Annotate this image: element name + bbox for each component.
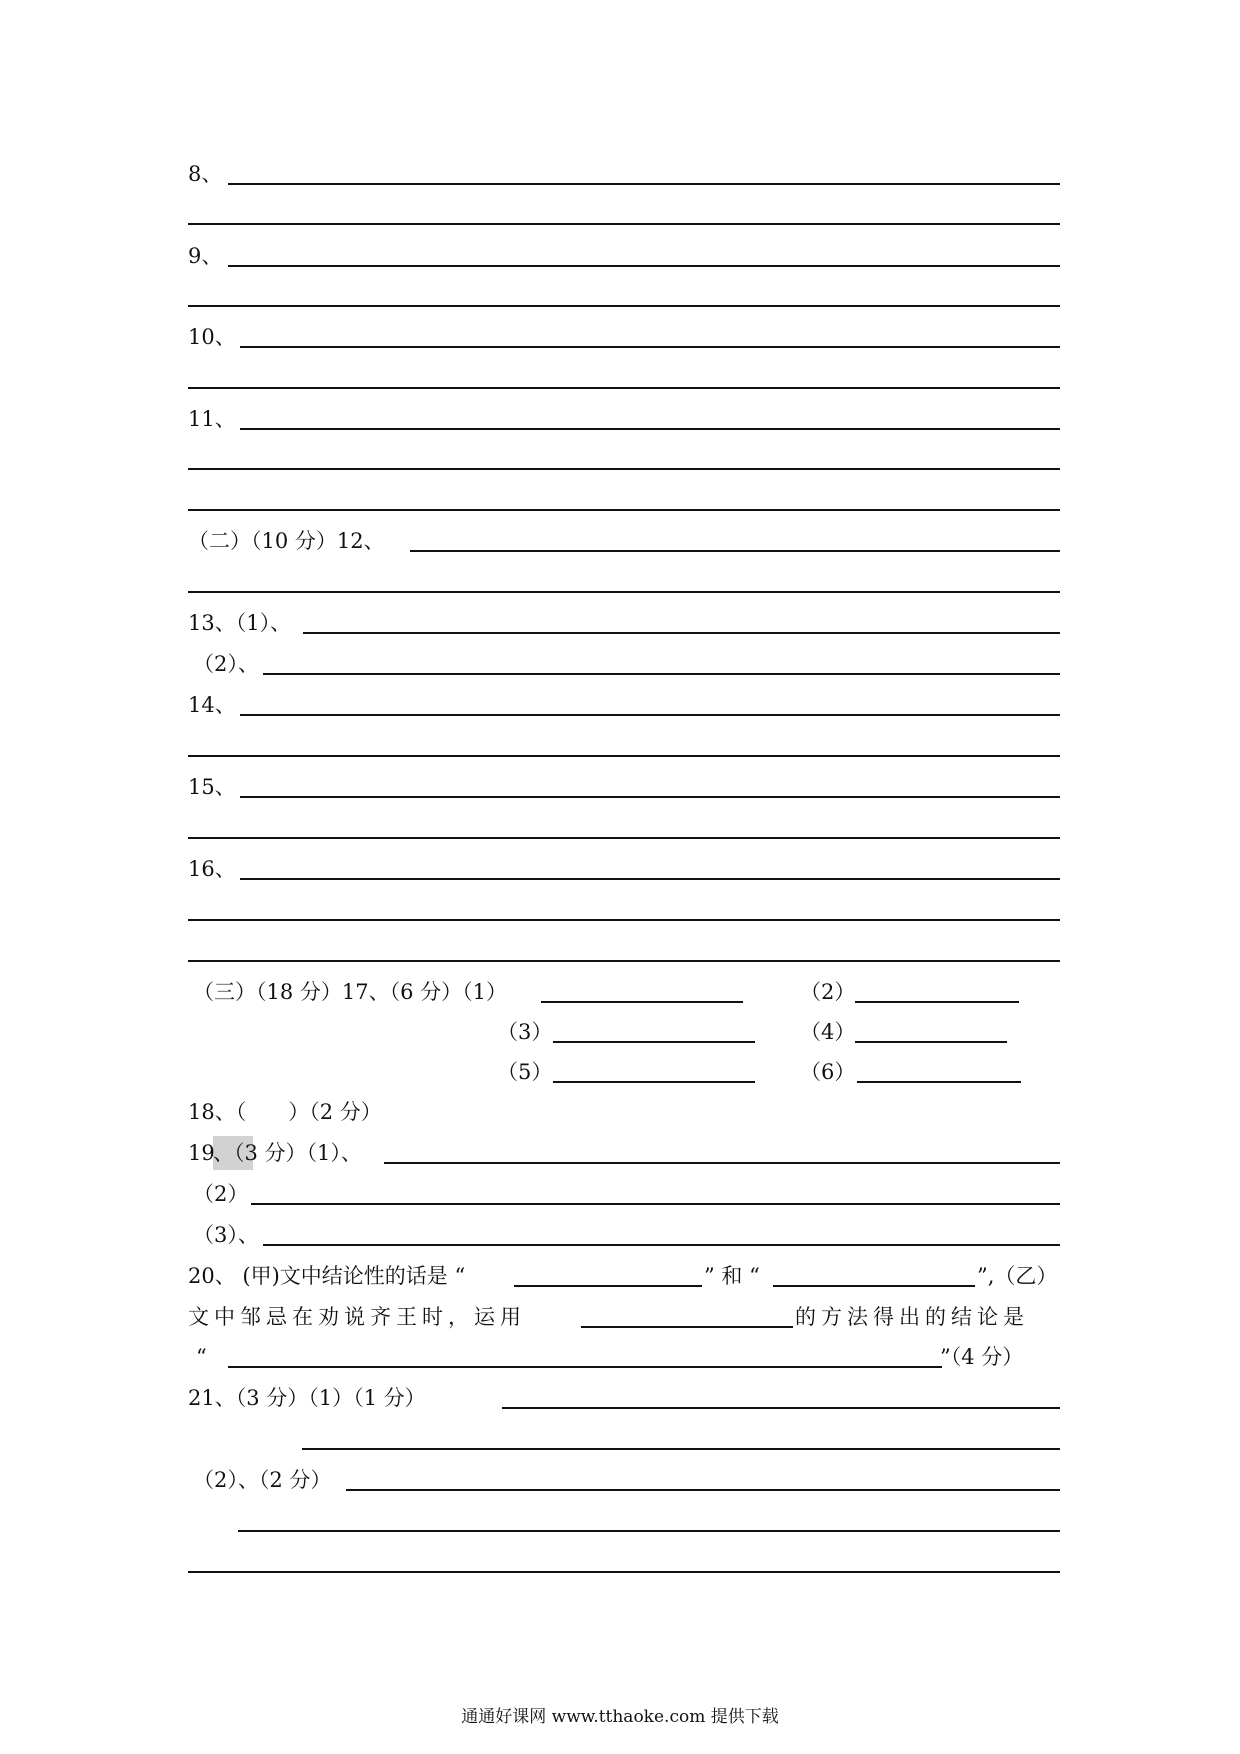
q12-answer-line-2[interactable] — [188, 591, 1060, 593]
q21-1-answer-line-1[interactable] — [502, 1407, 1060, 1409]
q17-6-label: （6） — [800, 1060, 856, 1084]
section3-q17-1-label: （三）（18 分）17、（6 分）（1） — [193, 980, 508, 1004]
q13-2-label: （2）、 — [193, 652, 259, 676]
q20-answer-line-3[interactable] — [581, 1326, 793, 1328]
q20-answer-line-2[interactable] — [773, 1285, 975, 1287]
q11-answer-line-3[interactable] — [188, 509, 1060, 511]
q14-label: 14、 — [188, 693, 236, 717]
q8-answer-line-2[interactable] — [188, 223, 1060, 225]
q9-answer-line-1[interactable] — [228, 265, 1060, 267]
q19-3-answer-line[interactable] — [263, 1244, 1060, 1246]
q17-4-answer-line[interactable] — [855, 1041, 1007, 1043]
q10-answer-line-1[interactable] — [240, 346, 1060, 348]
q17-3-label: （3） — [497, 1020, 553, 1044]
q9-answer-line-2[interactable] — [188, 305, 1060, 307]
q17-4-label: （4） — [800, 1020, 856, 1044]
q21-1-answer-line-2[interactable] — [302, 1448, 1060, 1450]
q16-answer-line-2[interactable] — [188, 919, 1060, 921]
q15-answer-line-2[interactable] — [188, 837, 1060, 839]
q20-answer-line-4[interactable] — [228, 1366, 942, 1368]
q13-1-label: 13、（1）、 — [188, 611, 292, 635]
q13-2-answer-line[interactable] — [263, 673, 1060, 675]
q11-label: 11、 — [188, 407, 236, 431]
q10-answer-line-2[interactable] — [188, 387, 1060, 389]
q14-answer-line-1[interactable] — [240, 714, 1060, 716]
q20-text-part-3: ”,（乙） — [977, 1264, 1058, 1288]
q12-answer-line-1[interactable] — [410, 550, 1060, 552]
q16-label: 16、 — [188, 857, 236, 881]
q19-1-label: 、（3 分）（1）、 — [213, 1141, 362, 1165]
q8-answer-line-1[interactable] — [228, 183, 1060, 185]
q11-answer-line-2[interactable] — [188, 468, 1060, 470]
q19-1-answer-line[interactable] — [384, 1162, 1060, 1164]
q17-3-answer-line[interactable] — [553, 1041, 755, 1043]
q20-text-part-6: ”（4 分） — [940, 1345, 1024, 1369]
q9-label: 9、 — [188, 244, 223, 268]
q20-text-part-4: 文中邹忌在劝说齐王时，运用 — [188, 1305, 526, 1329]
q19-2-answer-line[interactable] — [251, 1203, 1060, 1205]
q10-label: 10、 — [188, 325, 236, 349]
q8-label: 8、 — [188, 162, 223, 186]
q11-answer-line-1[interactable] — [240, 428, 1060, 430]
q21-1-label: 21、（3 分）（1）（1 分） — [188, 1386, 426, 1410]
q17-6-answer-line[interactable] — [857, 1081, 1021, 1083]
q18-label: 18、（ ）（2 分） — [188, 1100, 382, 1124]
q20-open-quote: “ — [196, 1345, 207, 1369]
q16-answer-line-3[interactable] — [188, 960, 1060, 962]
q19-2-label: （2） — [193, 1182, 249, 1206]
q17-5-label: （5） — [497, 1060, 553, 1084]
q15-answer-line-1[interactable] — [240, 796, 1060, 798]
q20-text-part-2: ” 和 “ — [704, 1264, 760, 1288]
q17-1-answer-line[interactable] — [541, 1001, 743, 1003]
q20-text-part-1: 20、 (甲)文中结论性的话是 “ — [188, 1264, 466, 1288]
q14-answer-line-2[interactable] — [188, 755, 1060, 757]
q21-2-answer-line-2[interactable] — [238, 1530, 1060, 1532]
q13-1-answer-line[interactable] — [303, 632, 1060, 634]
q20-text-part-5: 的方法得出的结论是 — [795, 1305, 1029, 1329]
q21-2-answer-line-3[interactable] — [188, 1571, 1060, 1573]
q21-2-label: （2）、（2 分） — [193, 1468, 332, 1492]
q17-2-label: （2） — [800, 980, 856, 1004]
q20-answer-line-1[interactable] — [514, 1285, 702, 1287]
q16-answer-line-1[interactable] — [240, 878, 1060, 880]
q15-label: 15、 — [188, 775, 236, 799]
footer-source-text: 通通好课网 www.tthaoke.com 提供下载 — [461, 1707, 779, 1727]
q17-2-answer-line[interactable] — [855, 1001, 1019, 1003]
q19-number: 19 — [188, 1141, 215, 1165]
q19-3-label: （3）、 — [193, 1223, 259, 1247]
q21-2-answer-line-1[interactable] — [346, 1489, 1060, 1491]
section2-q12-label: （二）（10 分）12、 — [188, 529, 385, 553]
q17-5-answer-line[interactable] — [553, 1081, 755, 1083]
